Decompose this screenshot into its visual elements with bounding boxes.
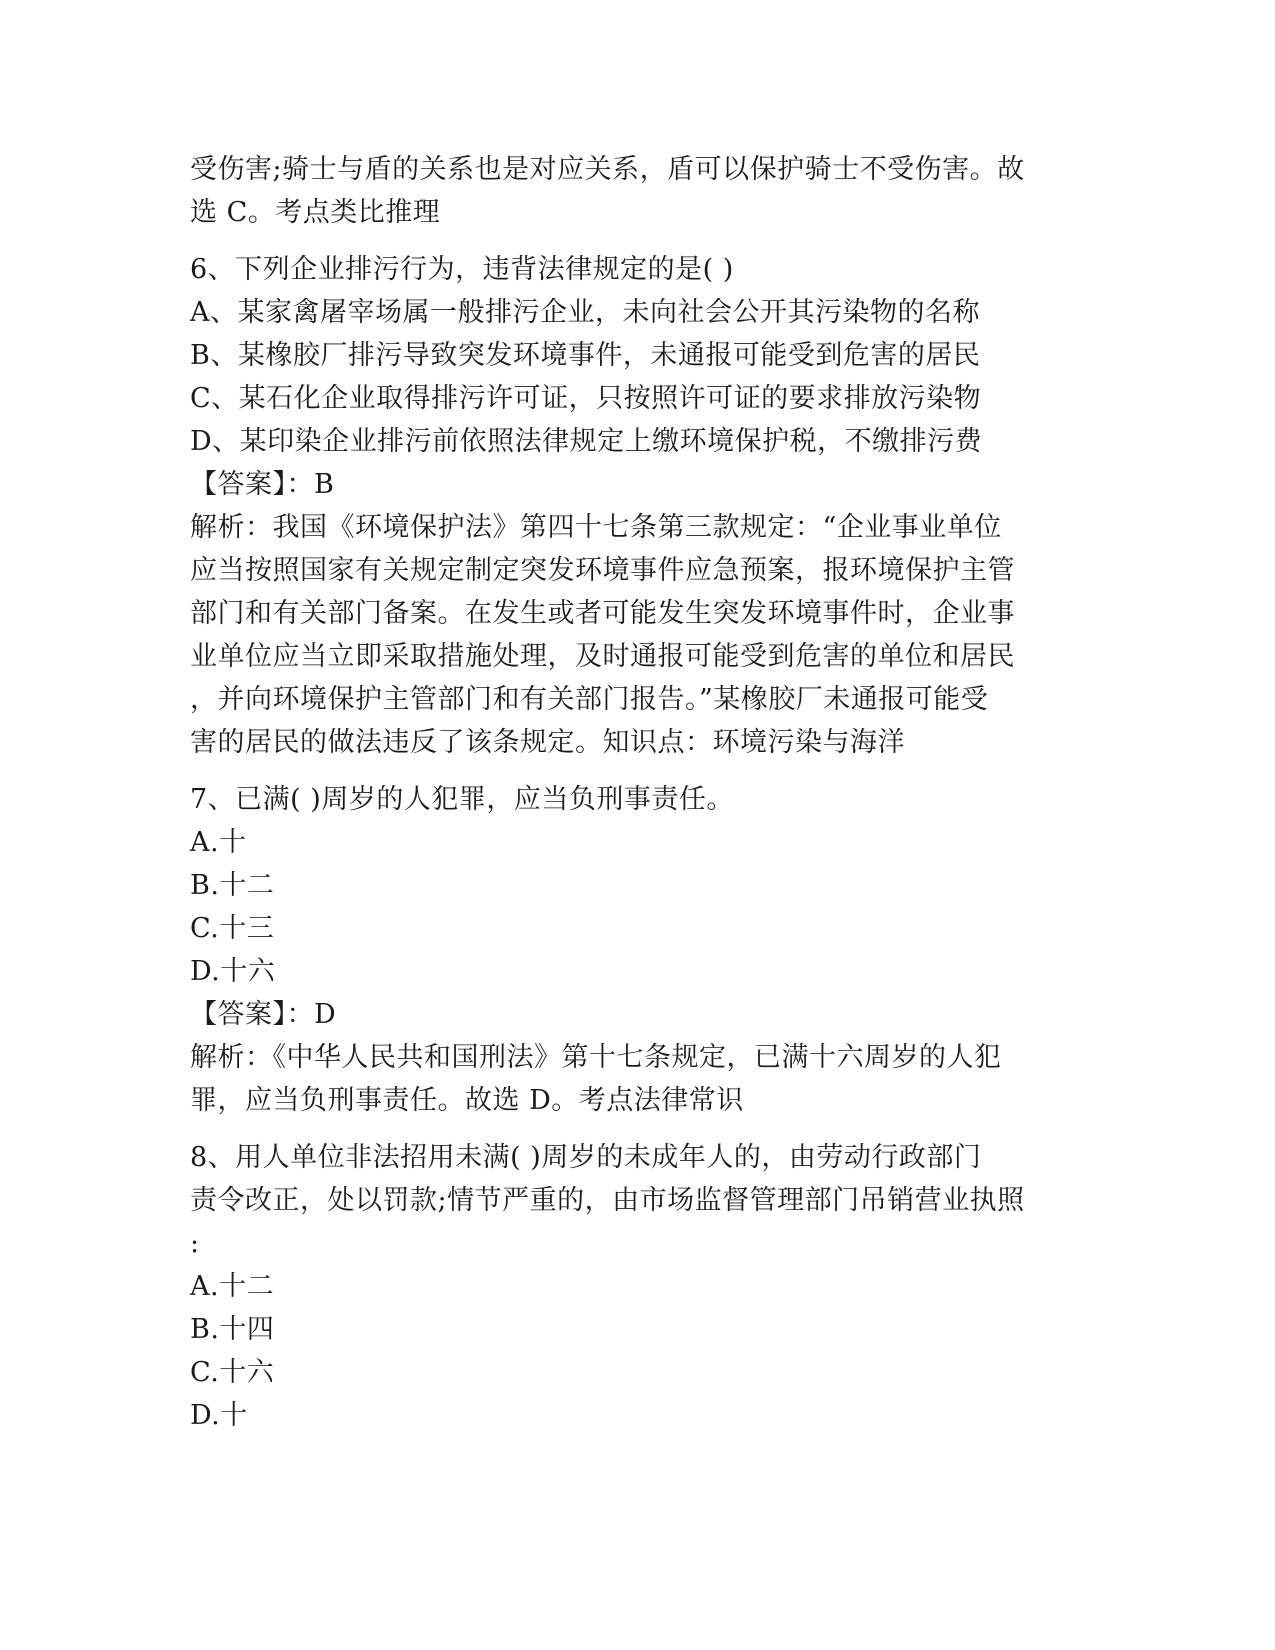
question-6: [190, 248, 1090, 764]
option-d: D.十: [190, 1400, 248, 1431]
question-text: 8、用人单位非法招用未满( )周岁的未成年人的，由劳动行政部门: [190, 1142, 982, 1173]
analysis-line: 业单位应当立即采取措施处理，及时通报可能受到危害的单位和居民: [190, 641, 1015, 672]
question-text: :: [190, 1228, 200, 1259]
option-d: D.十六: [190, 956, 276, 987]
question-text: 7、已满( )周岁的人犯罪，应当负刑事责任。: [190, 784, 734, 815]
option-a: A、某家禽屠宰场属一般排污企业，未向社会公开其污染物的名称: [190, 297, 980, 328]
question-text: 6、下列企业排污行为，违背法律规定的是( ): [190, 254, 734, 285]
analysis-line: 害的居民的做法违反了该条规定。知识点：环境污染与海洋: [190, 727, 905, 758]
analysis-line: 部门和有关部门备案。在发生或者可能发生突发环境事件时，企业事: [190, 598, 1015, 629]
question-8: [190, 1136, 1090, 1437]
analysis-line: 应当按照国家有关规定制定突发环境事件应急预案，报环境保护主管: [190, 555, 1015, 586]
question-text: 责令改正，处以罚款;情节严重的，由市场监督管理部门吊销营业执照: [190, 1185, 1025, 1216]
answer: 【答案】：B: [190, 469, 335, 500]
option-d: D、某印染企业排污前依照法律规定上缴环境保护税，不缴排污费: [190, 426, 983, 457]
option-c: C.十三: [190, 913, 275, 944]
analysis-line: 解析：《中华人民共和国刑法》第十七条规定，已满十六周岁的人犯: [190, 1042, 1002, 1073]
option-c: C.十六: [190, 1357, 275, 1388]
analysis-line: 解析：我国《环境保护法》第四十七条第三款规定：“企业事业单位: [190, 512, 1002, 543]
analysis-line: 罪，应当负刑事责任。故选 D。考点法律常识: [190, 1085, 744, 1116]
option-c: C、某石化企业取得排污许可证，只按照许可证的要求排放污染物: [190, 383, 982, 414]
document-page: [190, 148, 1090, 1437]
continuation-line: 受伤害;骑士与盾的关系也是对应关系，盾可以保护骑士不受伤害。故: [190, 154, 1025, 185]
option-b: B、某橡胶厂排污导致突发环境事件，未通报可能受到危害的居民: [190, 340, 981, 371]
option-a: A.十二: [190, 1271, 275, 1302]
option-a: A.十: [190, 827, 247, 858]
continuation-line: 选 C。考点类比推理: [190, 197, 441, 228]
answer: 【答案】：D: [190, 999, 337, 1030]
analysis-line: ，并向环境保护主管部门和有关部门报告。”某橡胶厂未通报可能受: [190, 684, 989, 715]
option-b: B.十四: [190, 1314, 275, 1345]
question-7: [190, 778, 1090, 1122]
option-b: B.十二: [190, 870, 275, 901]
